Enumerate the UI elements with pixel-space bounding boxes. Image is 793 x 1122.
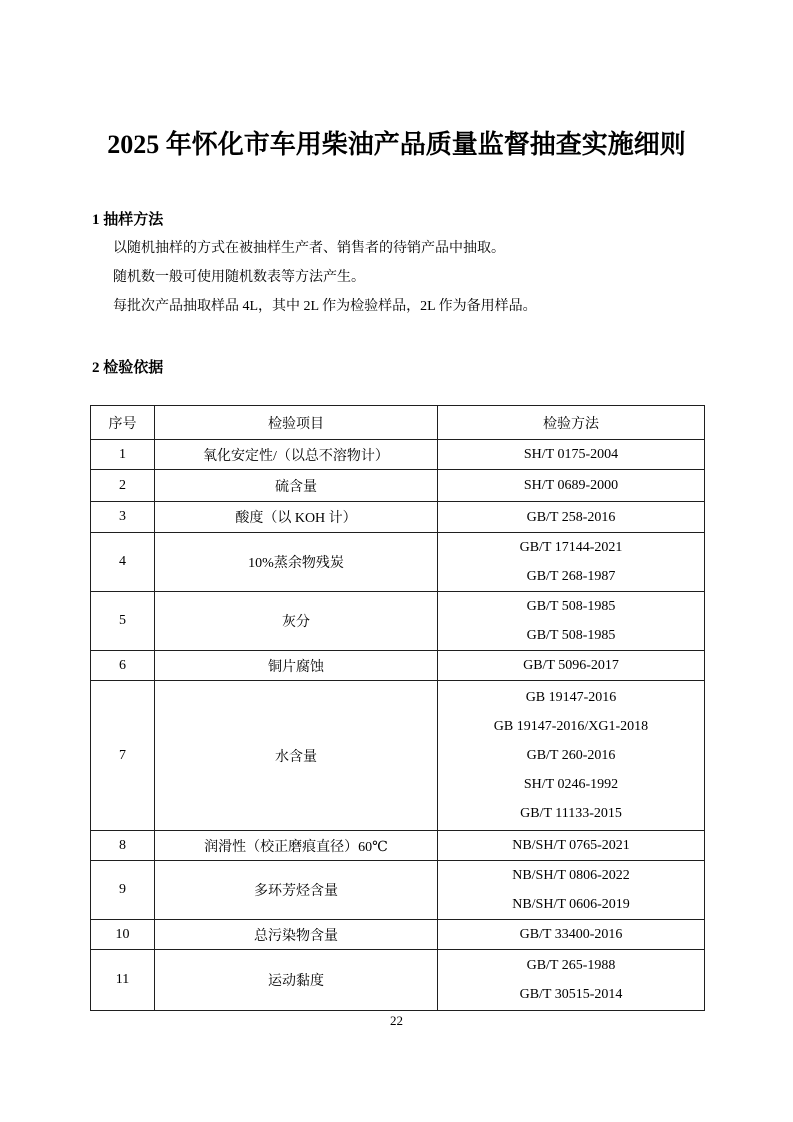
method-line: NB/SH/T 0806-2022 xyxy=(512,868,630,883)
row-number: 9 xyxy=(91,861,155,920)
table-row xyxy=(91,861,705,920)
sampling-paragraph: 随机数一般可使用随机数表等方法产生。 xyxy=(113,270,365,285)
column-header-item: 检验项目 xyxy=(155,406,438,440)
method-line: GB/T 11133-2015 xyxy=(520,806,622,821)
page-number: 22 xyxy=(390,1013,403,1028)
method-line: NB/SH/T 0765-2021 xyxy=(512,838,630,853)
table-row xyxy=(91,502,705,533)
row-number: 11 xyxy=(91,950,155,1011)
row-number: 10 xyxy=(91,920,155,950)
table-row xyxy=(91,950,705,1011)
method-line: GB/T 17144-2021 xyxy=(519,540,623,555)
table-row xyxy=(91,920,705,950)
table-row xyxy=(91,533,705,592)
sampling-paragraphs xyxy=(113,234,713,321)
sampling-paragraph: 以随机抽样的方式在被抽样生产者、销售者的待销产品中抽取。 xyxy=(113,241,505,256)
inspection-method xyxy=(438,533,705,592)
inspection-item: 润滑性（校正磨痕直径）60℃ xyxy=(155,831,438,861)
inspection-method xyxy=(438,502,705,533)
inspection-item: 氧化安定性/（以总不溶物计） xyxy=(155,440,438,470)
inspection-item: 酸度（以 KOH 计） xyxy=(155,502,438,533)
inspection-basis-table xyxy=(90,405,705,1011)
row-number: 8 xyxy=(91,831,155,861)
table-row xyxy=(91,651,705,681)
row-number: 1 xyxy=(91,440,155,470)
method-line: GB/T 33400-2016 xyxy=(519,927,623,942)
inspection-item: 水含量 xyxy=(155,681,438,831)
inspection-method xyxy=(438,470,705,502)
inspection-item: 铜片腐蚀 xyxy=(155,651,438,681)
row-number: 5 xyxy=(91,592,155,651)
document-title: 2025 年怀化市车用柴油产品质量监督抽查实施细则 xyxy=(107,130,686,159)
inspection-method xyxy=(438,831,705,861)
column-header-method: 检验方法 xyxy=(438,406,705,440)
method-line: GB 19147-2016 xyxy=(525,690,617,705)
table-row xyxy=(91,440,705,470)
inspection-item: 多环芳烃含量 xyxy=(155,861,438,920)
method-line: GB/T 508-1985 xyxy=(526,599,616,614)
column-header-no: 序号 xyxy=(91,406,155,440)
table-row xyxy=(91,681,705,831)
method-line: SH/T 0246-1992 xyxy=(523,777,619,792)
inspection-method xyxy=(438,950,705,1011)
table-row xyxy=(91,470,705,502)
table-row xyxy=(91,831,705,861)
method-line: NB/SH/T 0606-2019 xyxy=(512,897,630,912)
method-line: GB/T 258-2016 xyxy=(526,509,616,525)
row-number: 4 xyxy=(91,533,155,592)
method-line: GB/T 265-1988 xyxy=(526,958,616,973)
method-line: GB/T 5096-2017 xyxy=(523,658,619,673)
inspection-method xyxy=(438,861,705,920)
inspection-item: 硫含量 xyxy=(155,470,438,502)
inspection-method xyxy=(438,651,705,681)
table-header-row xyxy=(91,406,705,440)
method-line: SH/T 0689-2000 xyxy=(523,478,619,493)
method-line: GB/T 30515-2014 xyxy=(519,987,623,1002)
inspection-item: 10%蒸余物残炭 xyxy=(155,533,438,592)
inspection-method xyxy=(438,920,705,950)
method-line: SH/T 0175-2004 xyxy=(523,447,619,462)
method-line: GB 19147-2016/XG1-2018 xyxy=(493,719,649,734)
row-number: 3 xyxy=(91,502,155,533)
inspection-item: 总污染物含量 xyxy=(155,920,438,950)
section-2-heading: 2 检验依据 xyxy=(92,360,164,376)
sampling-paragraph: 每批次产品抽取样品 4L，其中 2L 作为检验样品，2L 作为备用样品。 xyxy=(113,299,537,314)
inspection-item: 灰分 xyxy=(155,592,438,651)
inspection-item: 运动黏度 xyxy=(155,950,438,1011)
section-1-heading: 1 抽样方法 xyxy=(92,212,164,228)
row-number: 2 xyxy=(91,470,155,502)
method-line: GB/T 508-1985 xyxy=(526,628,616,643)
table-row xyxy=(91,592,705,651)
method-line: GB/T 260-2016 xyxy=(526,748,616,763)
method-line: GB/T 268-1987 xyxy=(526,569,616,584)
inspection-method xyxy=(438,681,705,831)
inspection-method xyxy=(438,592,705,651)
row-number: 7 xyxy=(91,681,155,831)
inspection-method xyxy=(438,440,705,470)
row-number: 6 xyxy=(91,651,155,681)
